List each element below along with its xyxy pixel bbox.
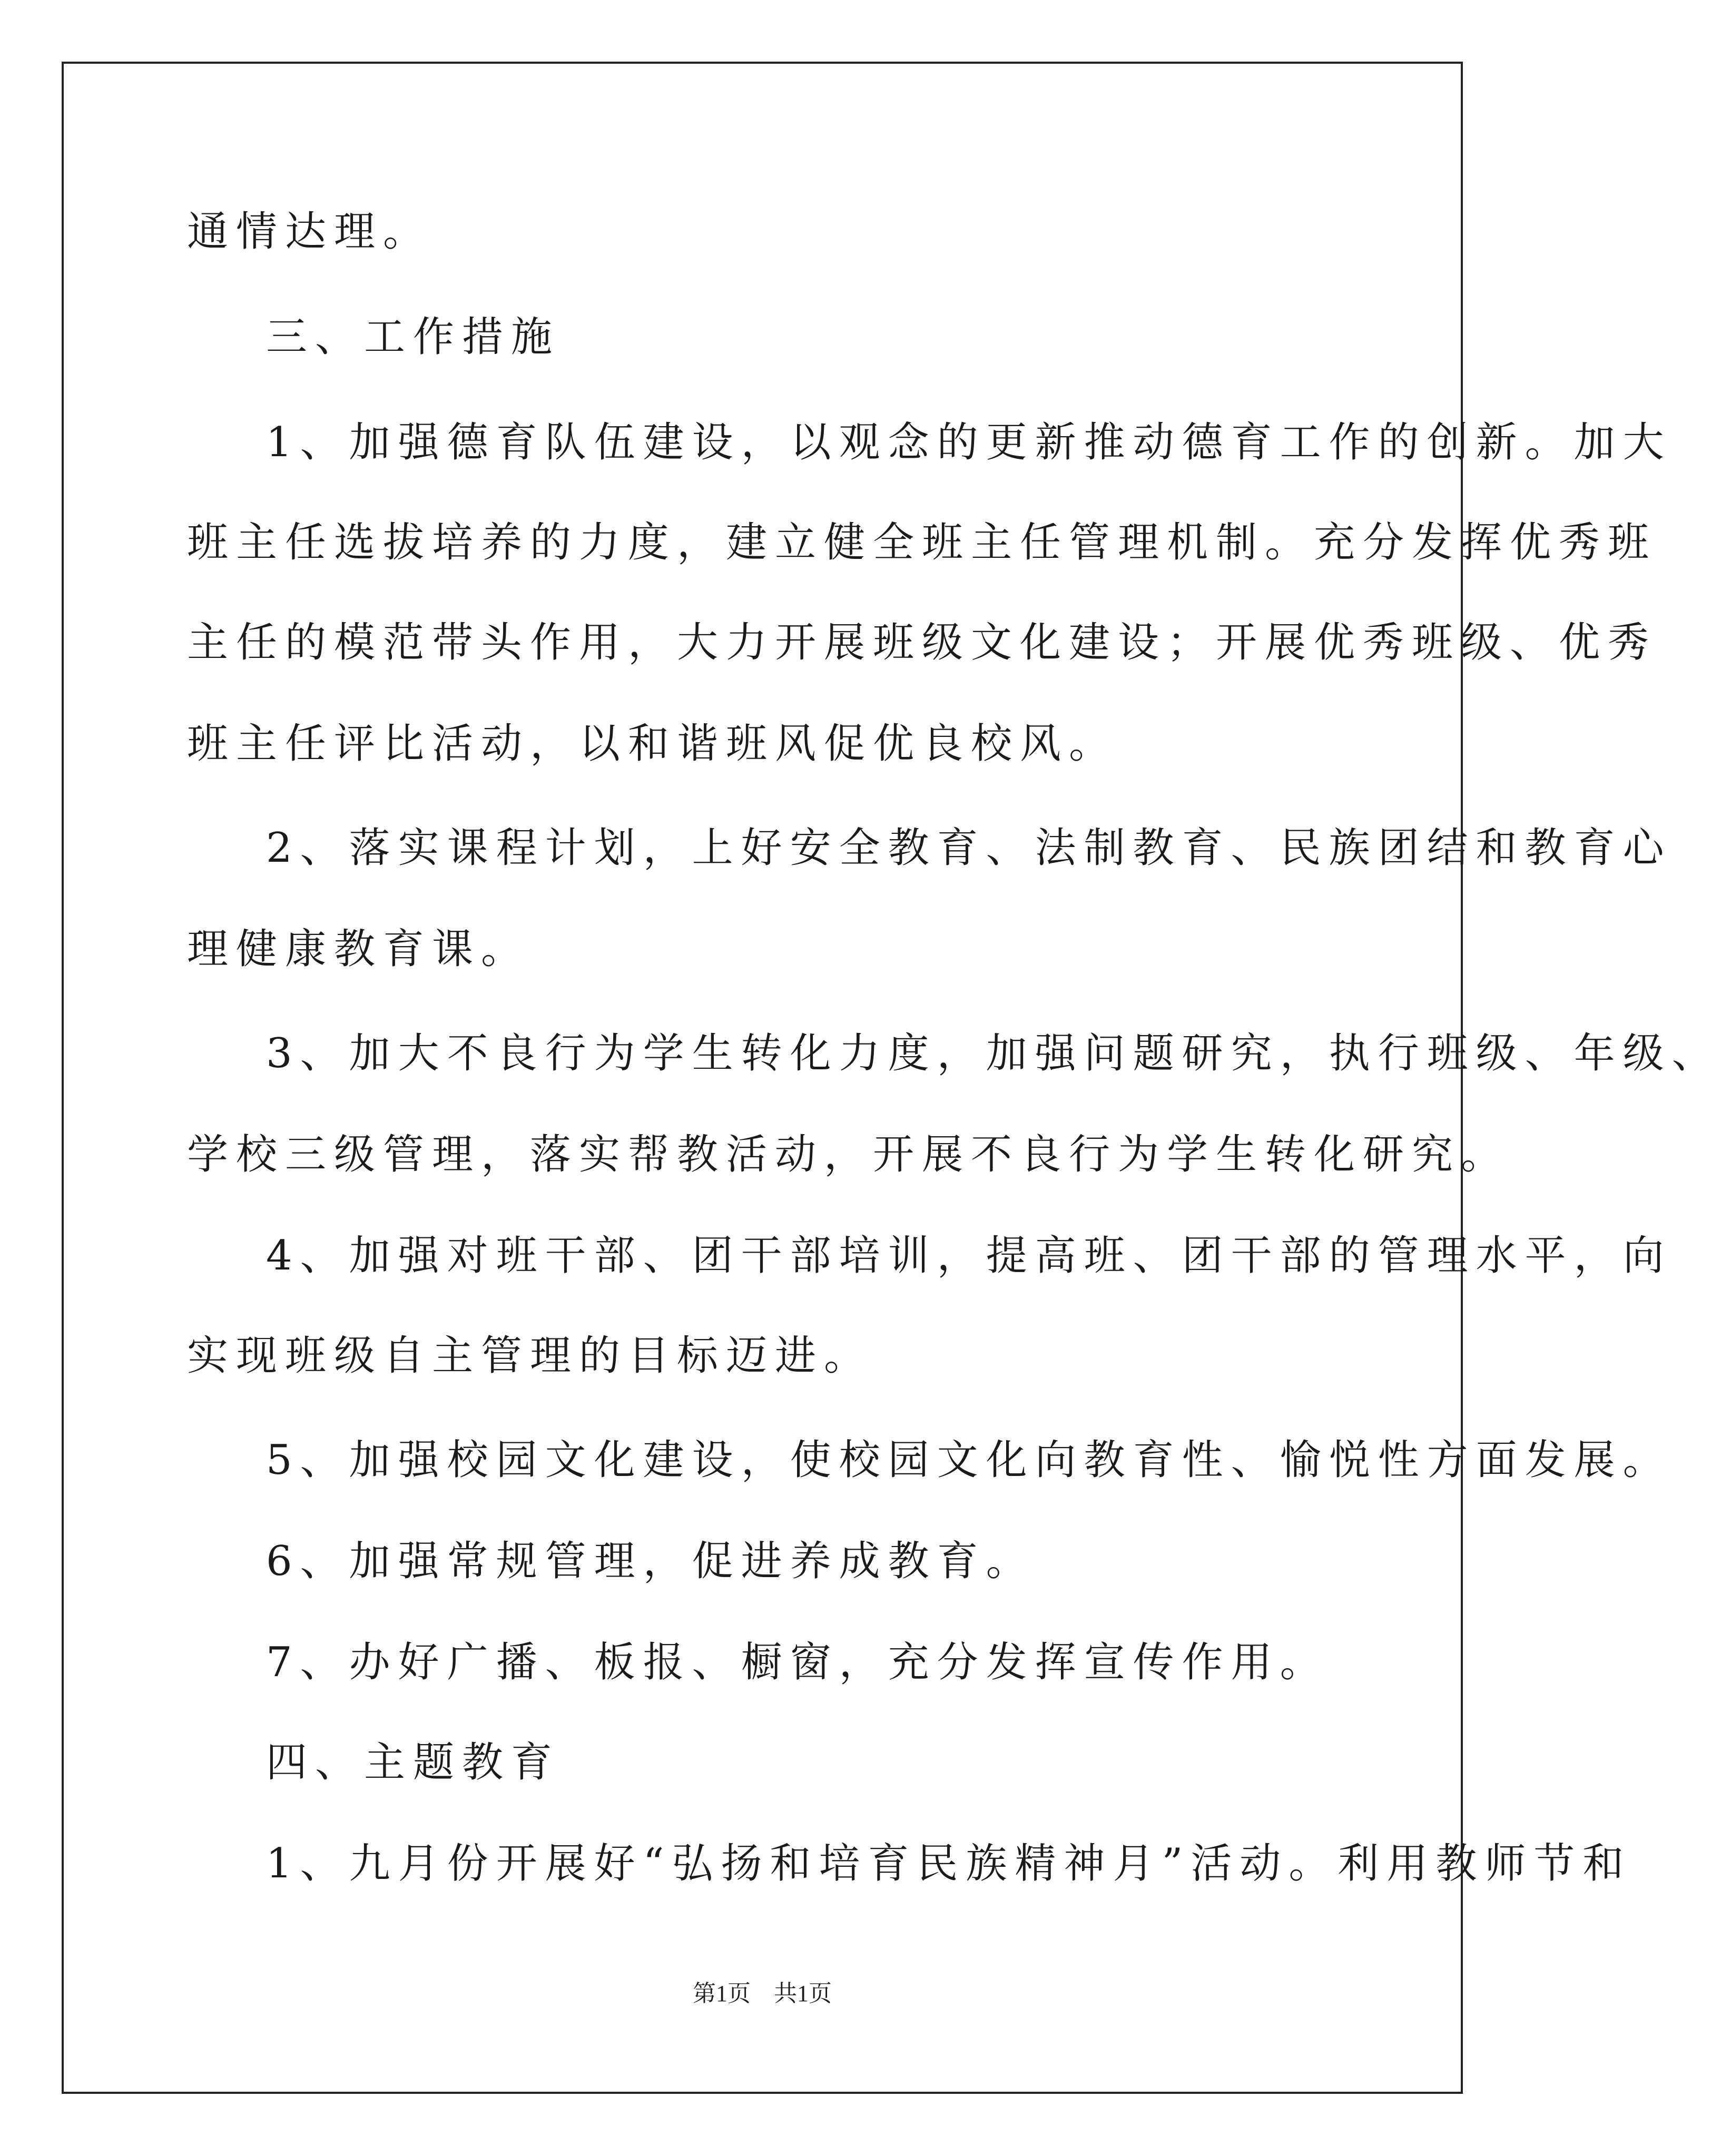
text-line-11: 4、加强对班干部、团干部培训，提高班、团干部的管理水平，向: [266, 1232, 1672, 1279]
text-line-17: 1、九月份开展好“弘扬和培育民族精神月”活动。利用教师节和: [266, 1840, 1632, 1887]
text-line-10: 学校三级管理，落实帮教活动，开展不良行为学生转化研究。: [187, 1131, 1510, 1178]
text-line-1: 通情达理。: [187, 208, 432, 255]
text-line-15: 7、办好广播、板报、橱窗，充分发挥宣传作用。: [266, 1639, 1329, 1686]
text-line-6: 班主任评比活动，以和谐班风促优良校风。: [187, 720, 1118, 767]
text-line-9: 3、加大不良行为学生转化力度，加强问题研究，执行班级、年级、: [266, 1030, 1721, 1077]
section-heading-3: 三、工作措施: [266, 313, 560, 361]
text-line-4: 班主任选拔培养的力度，建立健全班主任管理机制。充分发挥优秀班: [187, 519, 1657, 566]
section-heading-4: 四、主题教育: [266, 1739, 560, 1786]
text-line-7: 2、落实课程计划，上好安全教育、法制教育、民族团结和教育心: [266, 824, 1672, 872]
page-number-footer: 第1页 共1页: [693, 1981, 832, 2006]
text-line-8: 理健康教育课。: [187, 926, 530, 973]
text-line-12: 实现班级自主管理的目标迈进。: [187, 1332, 873, 1380]
text-line-14: 6、加强常规管理，促进养成教育。: [266, 1538, 1035, 1585]
text-line-13: 5、加强校园文化建设，使校园文化向教育性、愉悦性方面发展。: [266, 1436, 1672, 1484]
text-line-3: 1、加强德育队伍建设，以观念的更新推动德育工作的创新。加大: [266, 419, 1672, 466]
text-line-5: 主任的模范带头作用，大力开展班级文化建设；开展优秀班级、优秀: [187, 619, 1657, 666]
